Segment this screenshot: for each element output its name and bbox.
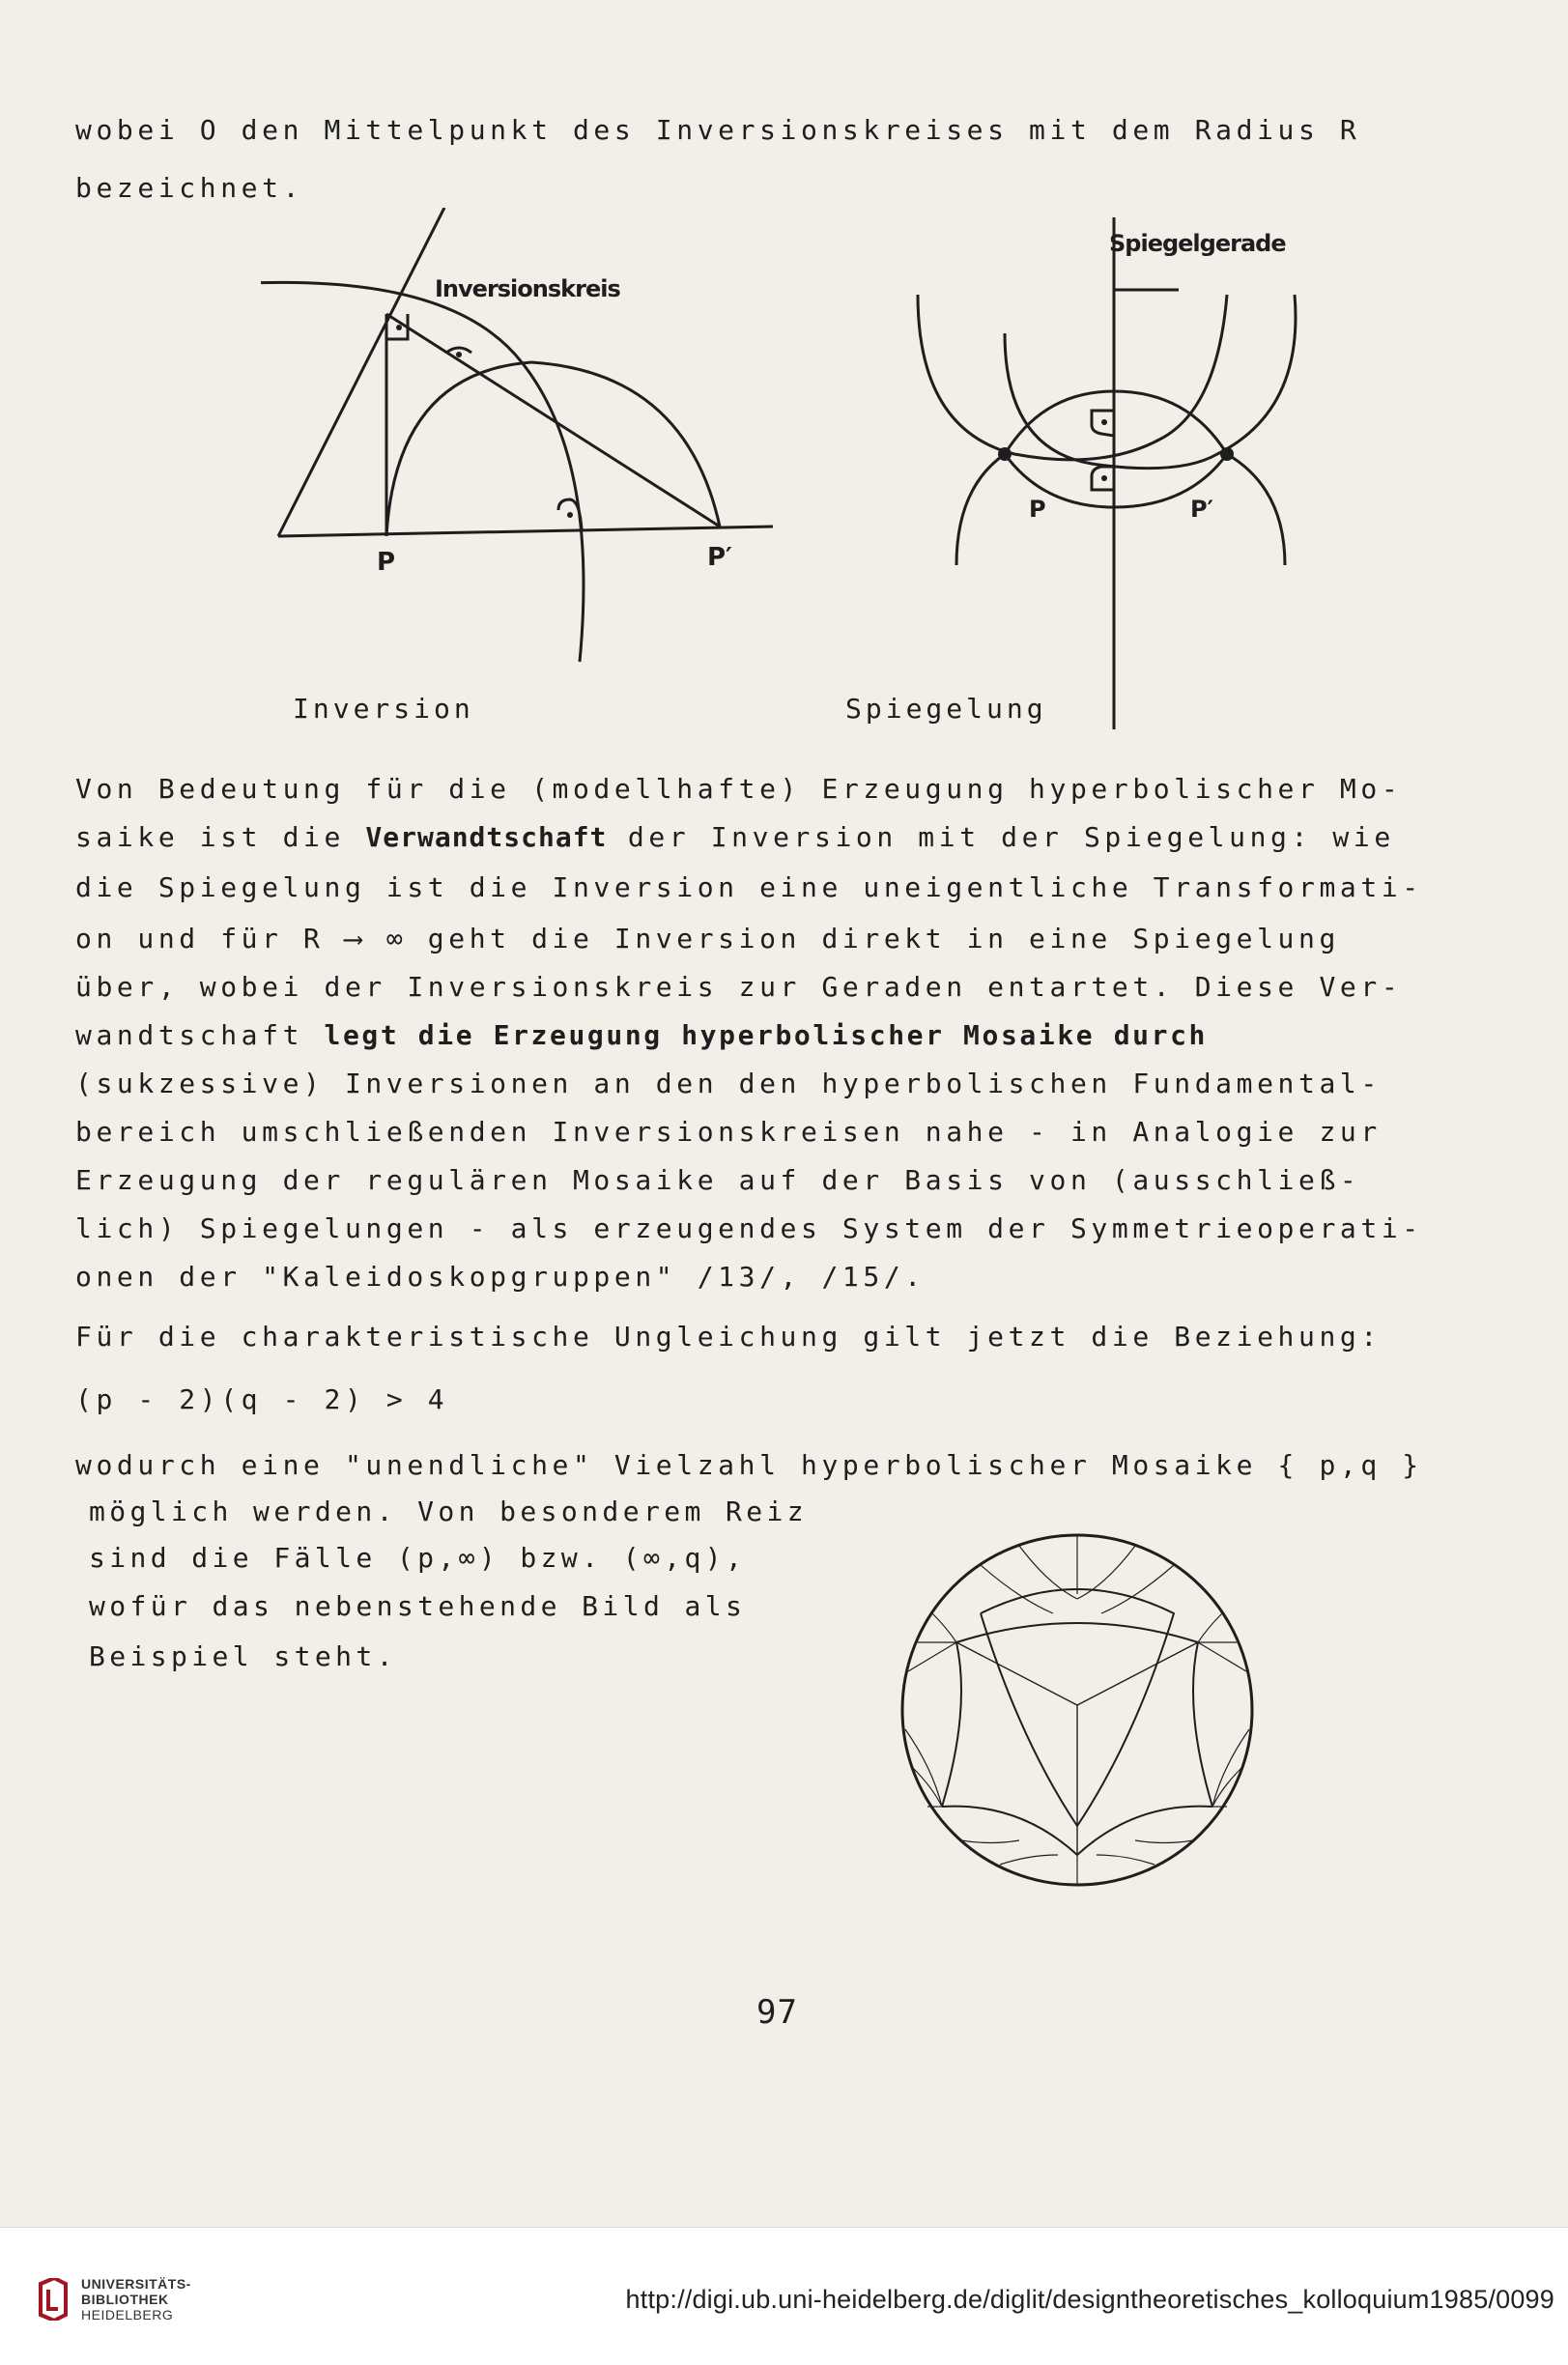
main-line-10: lich) Spiegelungen - als erzeugendes System der Symmetrieoperati-: [75, 1212, 1423, 1244]
braced-pq: { p,q }: [1277, 1449, 1423, 1481]
reflection-label-p: P: [1029, 496, 1046, 523]
inversion-image-circle: [386, 362, 720, 536]
keyword-verwandtschaft: Verwandtschaft: [365, 821, 608, 853]
reflection-figure: [898, 217, 1362, 739]
end-line-3: sind die Fälle (p,∞) bzw. (∞,q),: [89, 1542, 747, 1574]
source-url-link[interactable]: http://digi.ub.uni-heidelberg.de/diglit/designtheoretisches_kolloquium1985/0099: [625, 2285, 1554, 2314]
library-logo: [37, 2276, 191, 2322]
main-line-6a: wandtschaft: [75, 1019, 325, 1051]
inversion-baseline: [278, 527, 773, 536]
inversion-label-p: P: [377, 548, 396, 577]
inversion-label-p-prime: P′: [707, 543, 732, 572]
end-line-1-text: wodurch eine "unendliche" Vielzahl hyperbolischer Mosaike: [75, 1449, 1258, 1481]
main-line-6b: legt die Erzeugung hyperbolischer Mosaike durch: [324, 1019, 1208, 1051]
main-line-5: über, wobei der Inversionskreis zur Geraden entartet. Diese Ver-: [75, 971, 1403, 1003]
end-line-5: Beispiel steht.: [89, 1640, 397, 1672]
inversion-tangent-line: [278, 208, 444, 536]
intro-line-2: bezeichnet.: [75, 172, 304, 204]
main-line-2: [75, 821, 1395, 854]
hyperbolic-mosaic-figure: [894, 1526, 1261, 1894]
page-number: 97: [756, 1993, 798, 2032]
inversion-caption: Inversion: [293, 693, 474, 725]
main-line-8: bereich umschließenden Inversionskreisen nahe - in Analogie zur: [75, 1116, 1382, 1148]
main-line-1: Von Bedeutung für die (modellhafte) Erzeugung hyperbolischer Mo-: [75, 773, 1403, 805]
end-line-4: wofür das nebenstehende Bild als: [89, 1590, 747, 1622]
end-line-1: [75, 1449, 1423, 1482]
main-line-11: onen der "Kaleidoskopgruppen" /13/, /15/.: [75, 1261, 926, 1293]
main-line-9: Erzeugung der regulären Mosaike auf der Basis von (ausschließ-: [75, 1164, 1361, 1196]
main-line-6: [75, 1019, 1208, 1052]
library-line-1: UNIVERSITÄTS-: [81, 2276, 191, 2292]
library-line-2: BIBLIOTHEK: [81, 2292, 169, 2307]
inequality-intro: Für die charakteristische Ungleichung gilt jetzt die Beziehung:: [75, 1321, 1382, 1353]
inequality-formula: (p - 2)(q - 2) > 4: [75, 1383, 449, 1415]
main-line-7: (sukzessive) Inversionen an den den hyperbolischen Fundamental-: [75, 1068, 1382, 1099]
reflection-label-p-prime: P′: [1190, 496, 1213, 523]
library-name: [81, 2276, 191, 2322]
inversion-circle-label: Inversionskreis: [435, 275, 620, 302]
main-line-2c: der Inversion mit der Spiegelung: wie: [607, 821, 1395, 853]
inversion-figure: [261, 208, 802, 671]
reflection-circle-top: [918, 295, 1227, 460]
library-line-3: HEIDELBERG: [81, 2307, 174, 2322]
end-line-2: möglich werden. Von besonderem Reiz: [89, 1496, 809, 1527]
reflection-lens-upper: [1005, 391, 1227, 454]
main-line-2a: saike ist die: [75, 821, 366, 853]
library-logo-icon: [37, 2278, 70, 2321]
intro-line-1: wobei O den Mittelpunkt des Inversionskreises mit dem Radius R: [75, 114, 1361, 146]
main-line-4: on und für R ⟶ ∞ geht die Inversion direkt in eine Spiegelung: [75, 923, 1340, 955]
main-line-3: die Spiegelung ist die Inversion eine uneigentliche Transformati-: [75, 871, 1423, 903]
viewer-footer: [0, 2227, 1568, 2365]
reflection-caption: Spiegelung: [845, 693, 1047, 725]
mirror-line-label: Spiegelgerade: [1109, 230, 1286, 257]
